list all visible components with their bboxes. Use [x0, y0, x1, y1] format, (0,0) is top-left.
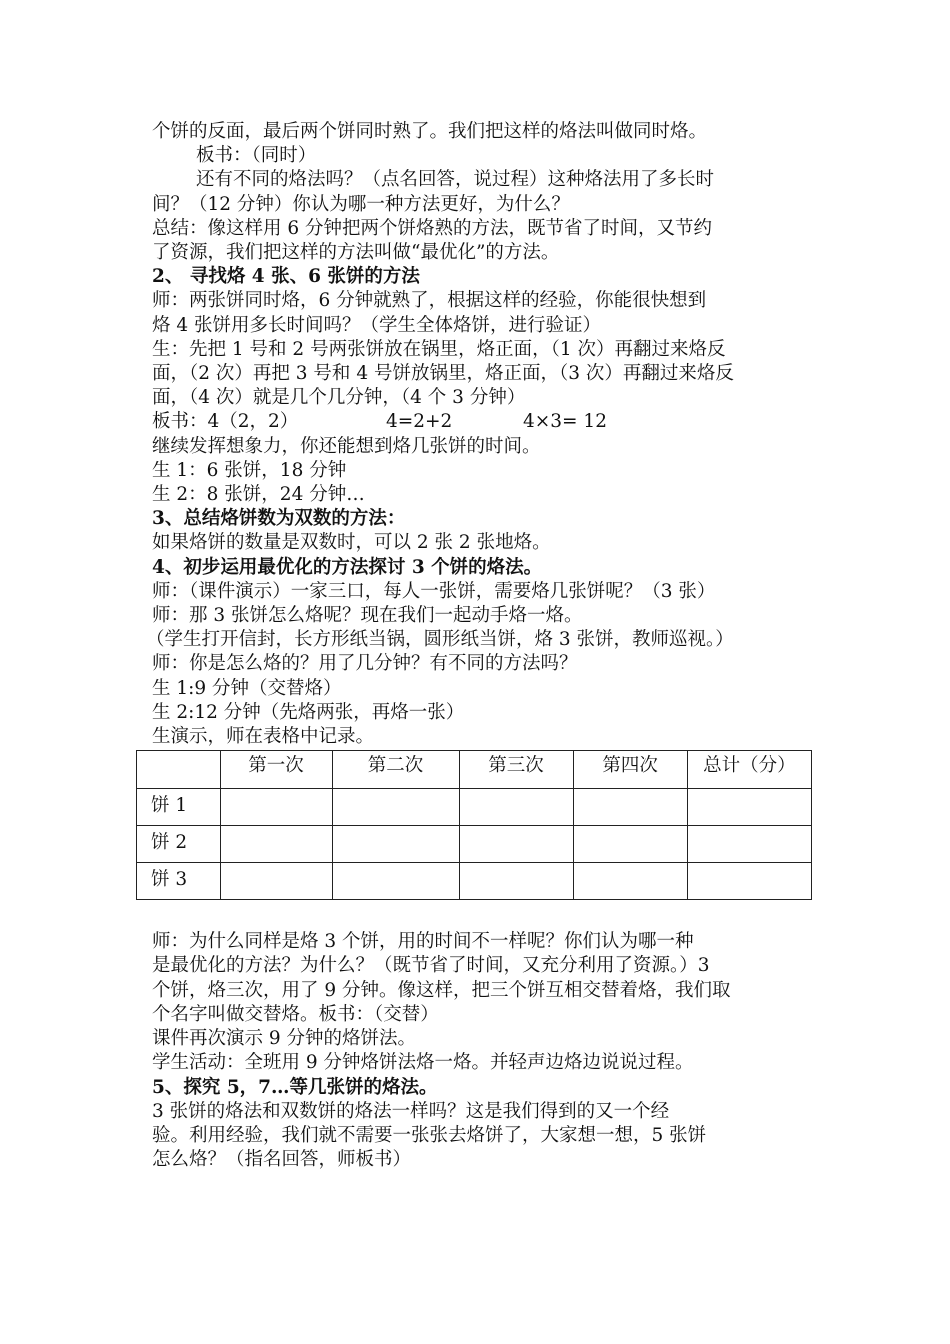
text-line: 3 张饼的烙法和双数饼的烙法一样吗？这是我们得到的又一个经: [152, 1100, 670, 1122]
text-line: 个饼，烙三次，用了 9 分钟。像这样，把三个饼互相交替着烙，我们取: [152, 979, 731, 1001]
table-cell: [573, 863, 687, 900]
text-line: 生演示，师在表格中记录。: [152, 726, 375, 748]
section-heading: 5、探究 5，7…等几张饼的烙法。: [152, 1076, 438, 1098]
table-cell: [332, 863, 459, 900]
table-cell: [459, 863, 573, 900]
row-label: 饼 2: [137, 826, 221, 863]
text-line: 师：（课件演示）一家三口，每人一张饼，需要烙几张饼呢？（3 张）: [152, 580, 716, 602]
table-row: [137, 826, 812, 863]
table-cell: [573, 826, 687, 863]
section-heading: 4、初步运用最优化的方法探讨 3 个饼的烙法。: [152, 556, 543, 578]
text-line: 怎么烙？（指名回答，师板书）: [152, 1149, 412, 1171]
row-label: 饼 1: [137, 789, 221, 826]
text-line: 间？（12 分钟）你认为哪一种方法更好，为什么？: [152, 193, 570, 215]
table-row: [137, 863, 812, 900]
text-line: 面，（2 次）再把 3 号和 4 号饼放锅里，烙正面，（3 次）再翻过来烙反: [152, 363, 734, 385]
text-line: 总结：像这样用 6 分钟把两个饼烙熟的方法，既节省了时间，又节约: [152, 217, 713, 239]
table-cell: [687, 789, 811, 826]
table-header-cell: 第二次: [332, 751, 459, 789]
text-line: 还有不同的烙法吗？（点名回答，说过程）这种烙法用了多长时: [196, 169, 715, 191]
table-row: [137, 789, 812, 826]
text-line: 师：你是怎么烙的？用了几分钟？有不同的方法吗？: [152, 653, 578, 675]
text-line: 烙 4 张饼用多长时间吗？（学生全体烙饼，进行验证）: [152, 314, 602, 336]
board-part-b: 4=2+2: [386, 411, 453, 433]
text-line: 生 1：6 张饼，18 分钟: [152, 459, 347, 481]
section-heading: 2、 寻找烙 4 张、6 张饼的方法: [152, 266, 420, 288]
text-line: 个名字叫做交替烙。板书：（交替）: [152, 1003, 439, 1025]
text-line: 生 2：8 张饼，24 分钟…: [152, 484, 365, 506]
table-cell: [459, 789, 573, 826]
section-heading: 3、总结烙饼数为双数的方法：: [152, 508, 406, 530]
row-label: 饼 3: [137, 863, 221, 900]
table-cell: [687, 826, 811, 863]
text-line: 如果烙饼的数量是双数时，可以 2 张 2 张地烙。: [152, 532, 551, 554]
table-header-row: [137, 751, 812, 789]
text-line: 生：先把 1 号和 2 号两张饼放在锅里，烙正面，（1 次）再翻过来烙反: [152, 338, 726, 360]
text-block-top: [152, 120, 812, 410]
text-line: 生 1:9 分钟（交替烙）: [152, 677, 342, 699]
text-line: 了资源，我们把这样的方法叫做“最优化”的方法。: [152, 242, 560, 264]
text-line: 师：两张饼同时烙，6 分钟就熟了，根据这样的经验，你能很快想到: [152, 290, 707, 312]
board-line: [152, 410, 812, 434]
table-cell: [220, 863, 332, 900]
table-cell: [573, 789, 687, 826]
text-block-middle: [146, 435, 812, 750]
table-header-cell: 第一次: [220, 751, 332, 789]
table-cell: [332, 826, 459, 863]
text-line: 面，（4 次）就是几个几分钟，（4 个 3 分钟）: [152, 387, 526, 409]
text-line: 生 2:12 分钟（先烙两张，再烙一张）: [152, 701, 465, 723]
table-header-cell: 第四次: [573, 751, 687, 789]
board-part-c: 4×3= 12: [523, 411, 607, 433]
text-line: 课件再次演示 9 分钟的烙饼法。: [152, 1028, 417, 1050]
table-cell: [332, 789, 459, 826]
table-cell: [220, 789, 332, 826]
board-part-a: 板书：4（2，2）: [152, 411, 299, 433]
table-header-cell: [137, 751, 221, 789]
text-line: 个饼的反面，最后两个饼同时熟了。我们把这样的烙法叫做同时烙。: [152, 121, 708, 142]
record-table: [136, 750, 812, 900]
table-cell: [220, 826, 332, 863]
text-line: 师：为什么同样是烙 3 个饼，用的时间不一样呢？你们认为哪一种: [152, 931, 694, 953]
text-line: 师：那 3 张饼怎么烙呢？现在我们一起动手烙一烙。: [152, 605, 583, 627]
text-line: 学生活动：全班用 9 分钟烙饼法烙一烙。并轻声边烙边说说过程。: [152, 1052, 694, 1074]
table-cell: [687, 863, 811, 900]
text-line: 继续发挥想象力，你还能想到烙几张饼的时间。: [152, 435, 541, 457]
document-page: [146, 120, 812, 1172]
table-header-cell: 总计（分）: [687, 751, 811, 789]
table-cell: [459, 826, 573, 863]
text-line: （学生打开信封，长方形纸当锅，圆形纸当饼，烙 3 张饼，教师巡视。）: [146, 629, 734, 651]
table-header-cell: 第三次: [459, 751, 573, 789]
text-block-bottom: [152, 930, 812, 1172]
text-line: 是最优化的方法？为什么？（既节省了时间，又充分利用了资源。）3: [152, 955, 710, 977]
text-line: 板书：（同时）: [196, 145, 317, 167]
text-line: 验。利用经验，我们就不需要一张张去烙饼了，大家想一想，5 张饼: [152, 1124, 707, 1146]
